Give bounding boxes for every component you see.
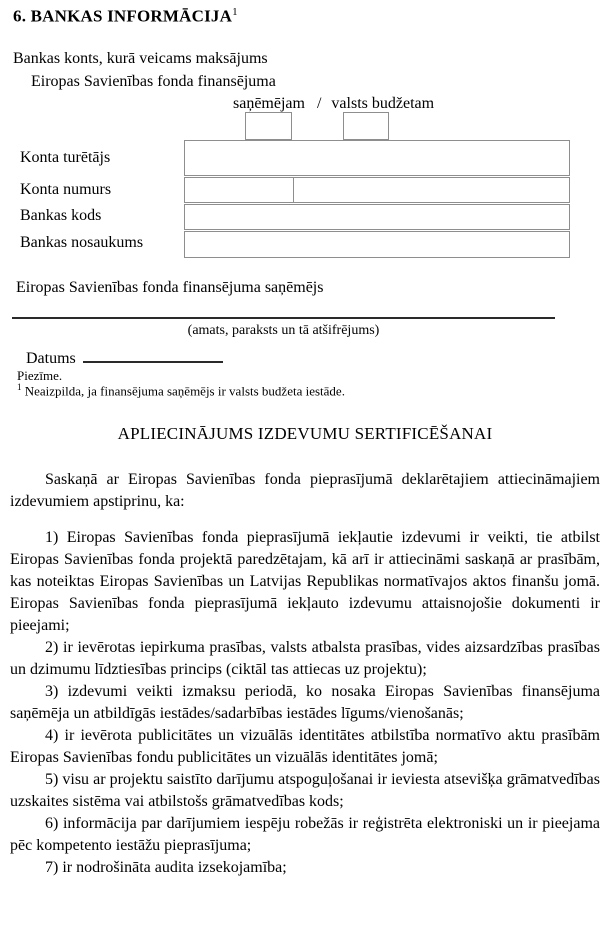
bank-account-label-line1: Bankas konts, kurā veicams maksājums xyxy=(13,50,268,67)
bank-account-label-line2: Eiropas Savienības fonda finansējuma xyxy=(31,73,276,90)
date-label: Datums xyxy=(26,350,76,367)
date-row xyxy=(26,346,223,368)
certification-heading: APLIECINĀJUMS IZDEVUMU SERTIFICĒŠANAI xyxy=(117,424,493,443)
certification-item-3: 3) izdevumi veikti izmaksu periodā, ko nosaka Eiropas Savienības finansējuma saņēmēja un atbildīgās iestādes/sadarbības iestādes līgums/vienošanās; xyxy=(10,683,600,722)
certification-intro: Saskaņā ar Eiropas Savienības fonda pieprasījumā deklarētajiem attiecināmajiem izdevumiem apstiprinu, ka: xyxy=(10,471,600,510)
account-holder-field[interactable] xyxy=(184,140,570,176)
certification-item-6: 6) informācija par darījumiem iespēju robežās ir reģistrēta elektroniski un ir pieejama pēc kompetento iestāžu pieprasījuma; xyxy=(10,815,600,854)
payment-options-line xyxy=(233,95,434,113)
bank-code-field[interactable] xyxy=(184,204,570,230)
option-state-budget-label: valsts budžetam xyxy=(331,95,435,112)
page-title xyxy=(13,6,238,27)
certification-item-4: 4) ir ievērota publicitātes un vizuālās identitātes atbilstība normatīvo aktu prasībām Eiropas Savienības fondu publicitātes un vizuālās identitātes jomā; xyxy=(10,727,600,766)
bank-name-field[interactable] xyxy=(184,231,570,258)
field-label-bank-name: Bankas nosaukums xyxy=(20,234,144,251)
certification-section xyxy=(10,424,600,879)
footnote-text: Neaizpilda, ja finansējuma saņēmējs ir valsts budžeta iestāde. xyxy=(24,383,345,399)
recipient-title: Eiropas Savienības fonda finansējuma saņēmējs xyxy=(16,279,324,296)
note-heading: Piezīme. xyxy=(17,368,63,383)
title-footnote-marker: 1 xyxy=(232,6,238,18)
option-separator: / xyxy=(316,95,322,112)
field-label-account-holder: Konta turētājs xyxy=(20,149,111,166)
account-number-field[interactable] xyxy=(184,177,570,203)
checkbox-state-budget[interactable] xyxy=(343,112,389,140)
signature-line[interactable] xyxy=(12,317,555,319)
checkbox-recipient[interactable] xyxy=(245,112,292,140)
field-label-bank-code: Bankas kods xyxy=(20,207,102,224)
field-label-account-number: Konta numurs xyxy=(20,181,112,198)
certification-item-7: 7) ir nodrošināta audita izsekojamība; xyxy=(45,859,287,876)
footnote-marker: 1 xyxy=(17,382,22,392)
page-title-text: 6. BANKAS INFORMĀCIJA xyxy=(13,6,233,26)
certification-item-2: 2) ir ievērotas iepirkuma prasības, valsts atbalsta prasības, vides aizsardzības prasības un dzimumu līdztiesības princips (ciktāl tas attiecas uz projektu); xyxy=(10,639,600,678)
date-fill-line[interactable] xyxy=(83,346,223,363)
footnote xyxy=(17,382,597,399)
option-recipient-label: saņēmējam xyxy=(233,95,305,112)
certification-item-1: 1) Eiropas Savienības fonda pieprasījumā iekļautie izdevumi ir veikti, tie atbilst Eiropas Savienības fonda projektā paredzētajam, kā arī ir attiecināmi saskaņā ar prasībām, kas noteiktas Eiropas Savienības un Latvijas Republikas normatīvajos aktos finanšu jomā. Eiropas Savienības fonda pieprasījumā iekļauto izdevumu attaisnojošie dokumenti ir pieejami; xyxy=(10,529,600,634)
certification-item-5: 5) visu ar projektu saistīto darījumu atspoguļošanai ir ieviesta atsevišķa grāmatvedības uzskaites sistēma vai atbilstošs grāmatvedības kods; xyxy=(10,771,600,810)
account-number-field-divider xyxy=(293,178,294,202)
signature-caption: (amats, paraksts un tā atšifrējums) xyxy=(187,323,380,338)
